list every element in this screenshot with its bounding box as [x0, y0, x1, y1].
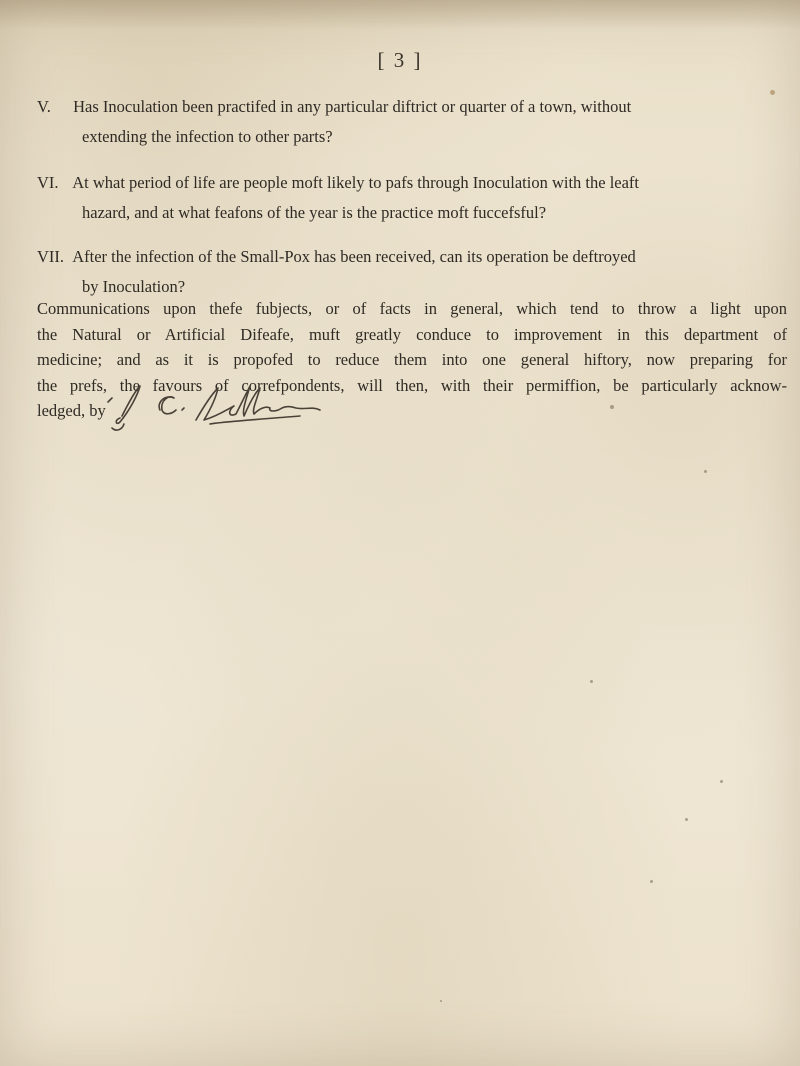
question-text-line-1: Has Inoculation been practifed in any particular diftrict or quarter of a town, without	[73, 97, 632, 116]
question-number: V.	[37, 97, 51, 116]
question-text-line-2: hazard, and at what feafons of the year is the practice moft fuccefsful?	[82, 203, 547, 222]
paper-speck	[440, 1000, 442, 1002]
question-text-line-1: At what period of life are people moft likely to pafs through Inoculation with the leaft	[72, 173, 640, 192]
handwritten-signature	[100, 380, 330, 436]
question-number: VII.	[37, 247, 65, 266]
paper-speck	[770, 90, 775, 95]
paper-speck	[720, 780, 723, 783]
paragraph-line: the prefs, the favours of correfpondents, will then, with their permiffion, be particularly acknow-	[37, 375, 787, 395]
question-6	[37, 168, 782, 228]
question-5	[37, 92, 782, 152]
paragraph-line: medicine; and as it is propofed to reduce them into one general hiftory, now preparing for	[37, 350, 787, 369]
paragraph-line: Communications upon thefe fubjects, or of facts in general, which tend to throw a light upon	[37, 299, 787, 318]
paper-speck	[685, 818, 688, 821]
page-number: [ 3 ]	[377, 48, 423, 72]
question-number: VI.	[37, 173, 59, 192]
paragraph-line: the Natural or Artificial Difeafe, muft greatly conduce to improvement in this department of	[37, 324, 787, 344]
paragraph-line: ledged, by	[37, 401, 106, 420]
question-text-line-1: After the infection of the Small-Pox has been received, can its operation be deftroyed	[72, 247, 636, 266]
paper-speck	[704, 470, 707, 473]
question-7	[37, 242, 782, 302]
paper-speck	[590, 680, 593, 683]
page-fold-shadow	[0, 0, 800, 30]
paper-speck	[610, 405, 614, 409]
paper-speck	[650, 880, 653, 883]
question-text-line-2: extending the infection to other parts?	[82, 127, 333, 146]
question-text-line-2: by Inoculation?	[82, 277, 186, 296]
